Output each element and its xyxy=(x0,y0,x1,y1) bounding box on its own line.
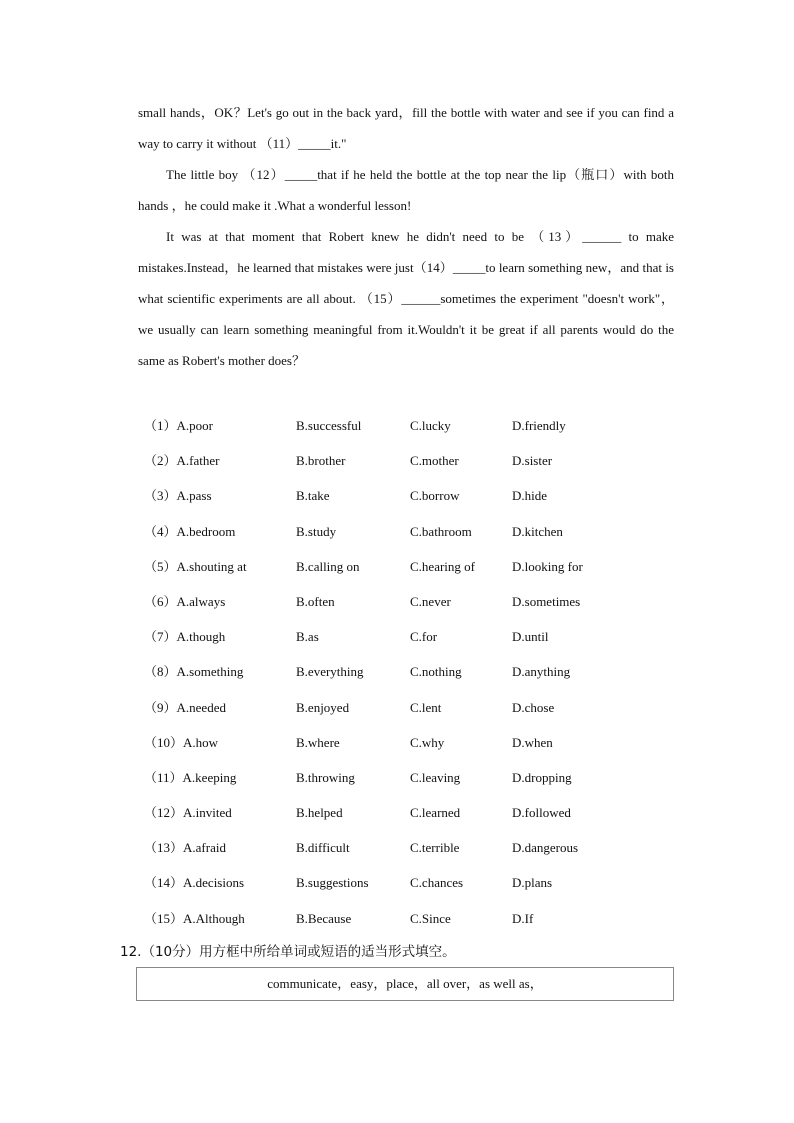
option-a xyxy=(144,411,213,441)
word-bank-text: communicate，easy，place，all over，as well as， xyxy=(267,976,543,991)
option-text: A.keeping xyxy=(182,769,237,785)
option-c: C.borrow xyxy=(410,488,460,504)
option-c: C.terrible xyxy=(410,840,460,856)
question-number: （4） xyxy=(144,523,177,539)
passage-paragraph: The little boy （12）_____that if he held the bottle at the top near the lip（瓶口）with both hands ，he could make it .What a wonderful lesson! xyxy=(138,167,674,213)
option-a xyxy=(144,552,247,582)
option-b: B.study xyxy=(296,523,337,539)
option-a xyxy=(144,622,225,652)
option-row xyxy=(144,833,644,868)
option-a xyxy=(144,833,226,863)
option-text: A.shouting at xyxy=(176,558,247,574)
option-row xyxy=(144,446,644,481)
question-number: （12） xyxy=(144,805,184,821)
question-number: （13） xyxy=(144,840,184,856)
question-number: （8） xyxy=(144,664,177,680)
question-number: （3） xyxy=(144,488,177,504)
option-row xyxy=(144,657,644,692)
option-text: A.afraid xyxy=(183,840,226,856)
option-text: A.invited xyxy=(183,805,232,821)
option-text: A.Although xyxy=(183,910,245,926)
option-c: C.learned xyxy=(410,805,461,821)
option-d: D.until xyxy=(512,629,549,645)
option-d: D.dropping xyxy=(512,769,572,785)
reading-passage xyxy=(138,97,674,376)
option-a xyxy=(144,587,225,617)
option-b: B.calling on xyxy=(296,558,360,574)
option-b: B.where xyxy=(296,734,340,750)
option-d: D.sometimes xyxy=(512,593,581,609)
option-b: B.suggestions xyxy=(296,875,369,891)
option-d: D.If xyxy=(512,910,534,926)
question-number: （15） xyxy=(144,910,184,926)
option-c: C.hearing of xyxy=(410,558,475,574)
option-a xyxy=(144,693,226,723)
question-number: （1） xyxy=(144,418,177,433)
option-text: A.pass xyxy=(176,488,212,504)
option-text: A.father xyxy=(176,453,220,469)
question-number: （14） xyxy=(144,875,184,891)
option-c: C.mother xyxy=(410,453,459,469)
option-c: C.Since xyxy=(410,910,451,926)
option-b: B.successful xyxy=(296,418,362,433)
option-c: C.lucky xyxy=(410,418,451,433)
option-b: B.as xyxy=(296,629,319,645)
option-c: C.for xyxy=(410,629,438,645)
option-c: C.leaving xyxy=(410,769,461,785)
option-text: A.needed xyxy=(176,699,226,715)
question-number: （5） xyxy=(144,558,177,574)
option-b: B.brother xyxy=(296,453,346,469)
option-d: D.dangerous xyxy=(512,840,579,856)
option-c: C.chances xyxy=(410,875,464,891)
option-row xyxy=(144,868,644,903)
option-row xyxy=(144,552,644,587)
option-d: D.hide xyxy=(512,488,548,504)
question-number: （2） xyxy=(144,453,177,469)
option-a xyxy=(144,763,236,793)
option-row xyxy=(144,481,644,516)
option-text: A.decisions xyxy=(183,875,245,891)
option-d: D.anything xyxy=(512,664,571,680)
option-d: D.chose xyxy=(512,699,555,715)
option-a xyxy=(144,481,212,511)
option-a xyxy=(144,798,232,828)
question-12-title: 12.（10分）用方框中所给单词或短语的适当形式填空。 xyxy=(120,944,456,960)
option-text: A.how xyxy=(183,734,219,750)
question-number: （9） xyxy=(144,699,177,715)
option-d: D.friendly xyxy=(512,418,566,433)
option-b: B.often xyxy=(296,593,335,609)
option-row xyxy=(144,798,644,833)
option-text: A.always xyxy=(176,593,226,609)
option-a xyxy=(144,728,218,758)
option-c: C.why xyxy=(410,734,445,750)
option-row xyxy=(144,587,644,622)
question-number: （10） xyxy=(144,734,184,750)
option-a xyxy=(144,517,235,547)
option-a xyxy=(144,904,245,934)
option-c: C.bathroom xyxy=(410,523,472,539)
option-d: D.plans xyxy=(512,875,553,891)
option-b: B.Because xyxy=(296,910,352,926)
option-d: D.followed xyxy=(512,805,571,821)
option-text: A.bedroom xyxy=(176,523,236,539)
option-d: D.sister xyxy=(512,453,553,469)
option-row xyxy=(144,517,644,552)
option-d: D.looking for xyxy=(512,558,583,574)
passage-paragraph: small hands，OK？Let's go out in the back yard，fill the bottle with water and see if you can find a way to carry it without （11）_____it." xyxy=(138,105,674,151)
option-a xyxy=(144,868,244,898)
option-text: A.though xyxy=(176,629,226,645)
word-bank-box xyxy=(136,967,674,1001)
option-b: B.everything xyxy=(296,664,364,680)
option-b: B.helped xyxy=(296,805,343,821)
option-b: B.enjoyed xyxy=(296,699,350,715)
option-row xyxy=(144,728,644,763)
option-text: A.poor xyxy=(176,418,213,433)
option-b: B.throwing xyxy=(296,769,355,785)
question-number: （7） xyxy=(144,629,177,645)
option-row xyxy=(144,693,644,728)
passage-paragraph: It was at that moment that Robert knew he didn't need to be （13）______ to make mistakes.Instead，he learned that mistakes were just（14）_____to learn something new，and that is what scientific experiments are all about. （15）______sometimes the experiment "doesn't work"，we usually can learn something meaningful from it.Wouldn't it be great if all parents would do the same as Robert's mother does？ xyxy=(138,229,674,368)
option-c: C.never xyxy=(410,593,451,609)
option-text: A.something xyxy=(176,664,244,680)
option-row xyxy=(144,622,644,657)
option-row xyxy=(144,904,644,939)
option-row xyxy=(144,411,644,446)
question-number: （11） xyxy=(144,769,183,785)
option-d: D.kitchen xyxy=(512,523,563,539)
option-a xyxy=(144,446,219,476)
question-number: （6） xyxy=(144,593,177,609)
option-d: D.when xyxy=(512,734,553,750)
answer-options xyxy=(144,411,644,939)
option-b: B.take xyxy=(296,488,330,504)
option-a xyxy=(144,657,243,687)
option-row xyxy=(144,763,644,798)
option-c: C.lent xyxy=(410,699,442,715)
option-b: B.difficult xyxy=(296,840,350,856)
option-c: C.nothing xyxy=(410,664,462,680)
